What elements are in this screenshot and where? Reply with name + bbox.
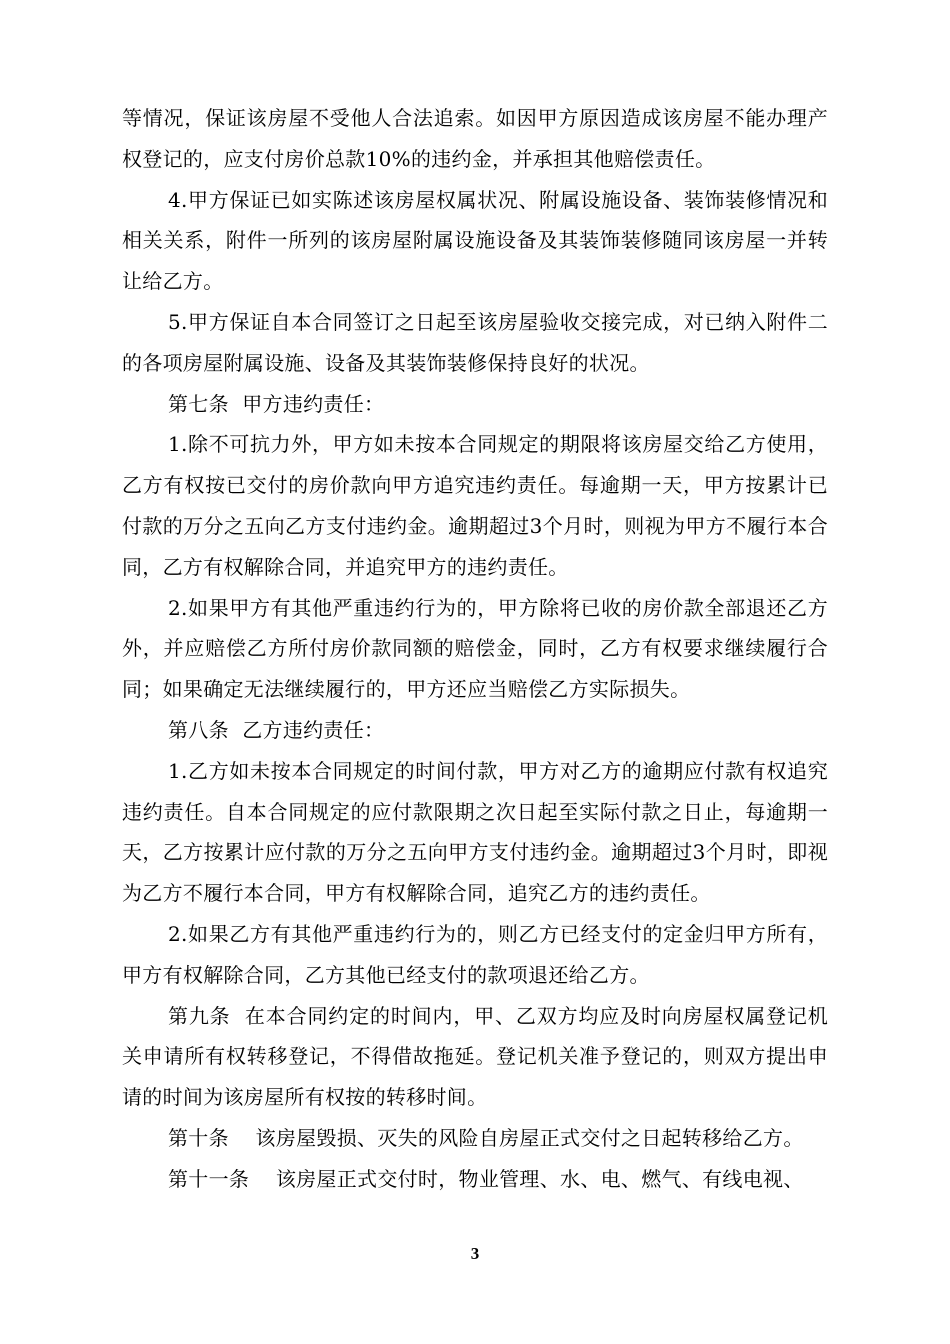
paragraph-article-11: 第十一条 该房屋正式交付时，物业管理、水、电、燃气、有线电视、	[168, 1166, 804, 1191]
page-number: 3	[470, 1244, 480, 1263]
heading-article-7: 第七条 甲方违约责任：	[168, 391, 385, 416]
paragraph-article-10: 第十条 该房屋毁损、灭失的风险自房屋正式交付之日起转移给乙方。	[168, 1125, 804, 1150]
heading-article-8: 第八条 乙方违约责任：	[168, 717, 385, 742]
paragraph-article-8-item-1: 1.乙方如未按本合同规定的时间付款，甲方对乙方的逾期应付款有权追究违约责任。自本合同规定的应付款限期之次日起至实际付款之日止，每逾期一天，乙方按累计应付款的万分之五向甲方支付违约金。逾期超过3个月时，即视为乙方不履行本合同，甲方有权解除合同，追究乙方的违约责任。	[122, 758, 828, 906]
paragraph-article-9: 第九条 在本合同约定的时间内，甲、乙双方均应及时向房屋权属登记机关申请所有权转移登记，不得借故拖延。登记机关准予登记的，则双方提出申请的时间为该房屋所有权按的转移时间。	[122, 1003, 828, 1110]
paragraph-continuation: 等情况，保证该房屋不受他人合法追索。如因甲方原因造成该房屋不能办理产权登记的，应支付房价总款10%的违约金，并承担其他赔偿责任。	[122, 106, 828, 171]
paragraph-clause-5: 5.甲方保证自本合同签订之日起至该房屋验收交接完成，对已纳入附件二的各项房屋附属设施、设备及其装饰装修保持良好的状况。	[122, 309, 828, 375]
paragraph-clause-4: 4.甲方保证已如实陈述该房屋权属状况、附属设施设备、装饰装修情况和相关关系，附件一所列的该房屋附属设施设备及其装饰装修随同该房屋一并转让给乙方。	[122, 187, 828, 294]
paragraph-article-7-item-1: 1.除不可抗力外，甲方如未按本合同规定的期限将该房屋交给乙方使用，乙方有权按已交付的房价款向甲方追究违约责任。每逾期一天，甲方按累计已付款的万分之五向乙方支付违约金。逾期超过3个月时，则视为甲方不履行本合同，乙方有权解除合同，并追究甲方的违约责任。	[122, 432, 828, 579]
document-body	[122, 98, 828, 1200]
paragraph-article-7-item-2: 2.如果甲方有其他严重违约行为的，甲方除将已收的房价款全部退还乙方外，并应赔偿乙方所付房价款同额的赔偿金，同时，乙方有权要求继续履行合同；如果确定无法继续履行的，甲方还应当赔偿乙方实际损失。	[122, 595, 828, 702]
paragraph-article-8-item-2: 2.如果乙方有其他严重违约行为的，则乙方已经支付的定金归甲方所有，甲方有权解除合同，乙方其他已经支付的款项退还给乙方。	[122, 921, 828, 987]
